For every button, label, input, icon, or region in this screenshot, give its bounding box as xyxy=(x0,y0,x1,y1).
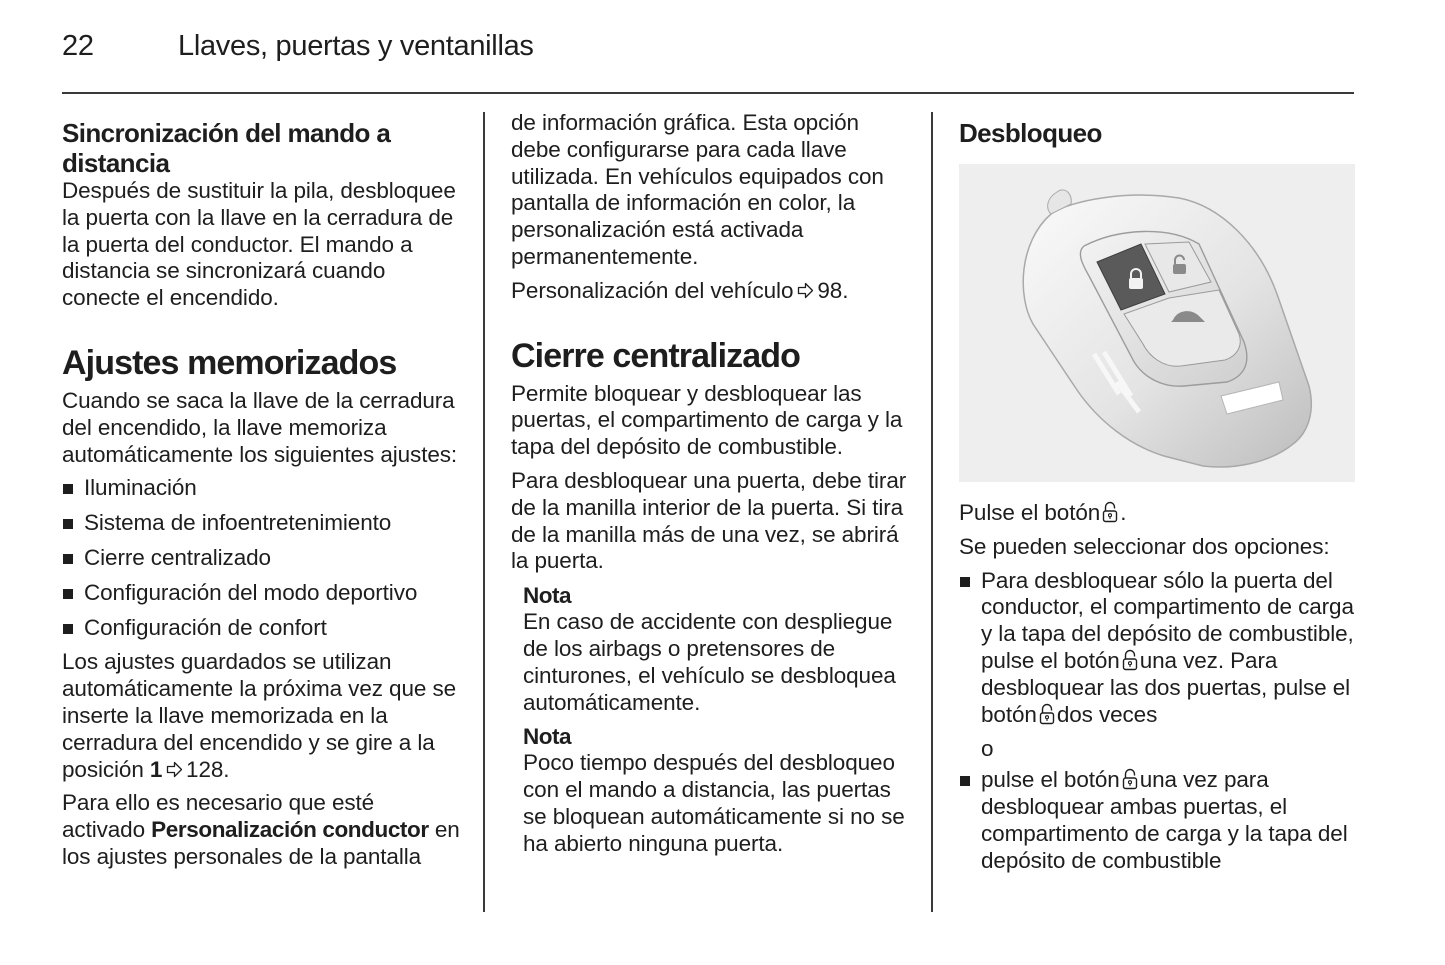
list-item xyxy=(959,568,1359,729)
memory-settings-list xyxy=(62,475,462,641)
list-item: Configuración del modo deportivo xyxy=(62,580,462,607)
personal-ref-page[interactable]: 98. xyxy=(817,277,849,303)
activate-post: en los ajustes personales de la pantalla xyxy=(62,817,460,869)
press-pre: Pulse el botón xyxy=(959,500,1101,525)
note-text: Poco tiempo después del desbloqueo con el mando a distancia, las puertas se bloquean automáticamente si no se ha abierto ninguna puerta. xyxy=(523,750,905,856)
press-button-text xyxy=(959,500,1359,527)
unlock-options-list-2 xyxy=(959,767,1359,874)
remote-key-illustration xyxy=(959,164,1355,482)
activate-pre: Para ello es necesario que esté activado xyxy=(62,790,375,843)
press-post: . xyxy=(1120,500,1127,525)
list-item: Iluminación xyxy=(62,475,462,502)
option1-part3: dos veces xyxy=(1056,701,1158,727)
personalization-ref xyxy=(511,278,911,305)
list-item xyxy=(959,767,1359,874)
note-text: En caso de accidente con despliegue de los airbags o pretensores de cinturones, el vehículo se desbloquea automáticamente. xyxy=(523,609,896,715)
unlock-icon xyxy=(1102,501,1118,523)
option1-part2: una vez. Para desbloquear las dos puertas, pulse el botón xyxy=(981,647,1351,727)
used-text: Los ajustes guardados se utilizan automáticamente la próxima vez que se inserte la llave memorizada en la cerradura del encendido y se gire a la posición xyxy=(62,649,457,782)
header-rule xyxy=(62,92,1354,94)
personal-ref-text: Personalización del vehículo xyxy=(511,277,794,303)
options-intro: Se pueden seleccionar dos opciones: xyxy=(959,533,1330,559)
option2-part1: pulse el botón xyxy=(981,767,1120,793)
list-item: Cierre centralizado xyxy=(62,545,462,572)
activation-text xyxy=(62,790,462,870)
note-heading: Nota xyxy=(523,583,571,609)
unlock-door-text: Para desbloquear una puerta, debe tirar de la manilla interior de la puerta. Si tira de la manilla más de una vez, se abrirá la puerta. xyxy=(511,467,907,574)
page-number: 22 xyxy=(62,30,94,62)
list-item: Configuración de confort xyxy=(62,615,462,642)
continued-text: de información gráfica. Esta opción debe configurarse para cada llave utilizada. En vehículos equipados con pantalla de información en color, la personalización está activada permanentemente. xyxy=(511,110,884,269)
ignition-position: 1 xyxy=(149,756,163,782)
position-page-ref[interactable]: 128. xyxy=(186,756,230,782)
unlock-icon xyxy=(1122,768,1138,790)
memory-heading: Ajustes memorizados xyxy=(62,343,397,382)
column-divider-1 xyxy=(483,112,485,912)
unlock-heading: Desbloqueo xyxy=(959,118,1102,148)
column-1 xyxy=(62,110,462,878)
column-2 xyxy=(511,110,911,865)
central-locking-heading: Cierre centralizado xyxy=(511,336,801,375)
column-3 xyxy=(959,110,1359,882)
driver-personalization-label: Personalización conductor xyxy=(151,817,429,843)
or-text: o xyxy=(981,736,994,762)
list-item: Sistema de infoentretenimiento xyxy=(62,510,462,537)
unlock-icon xyxy=(1122,649,1138,671)
page-ref-arrow-icon xyxy=(797,282,814,299)
used-settings-text xyxy=(62,649,462,783)
chapter-title: Llaves, puertas y ventanillas xyxy=(178,30,534,62)
unlock-options-list xyxy=(959,568,1359,729)
sync-heading: Sincronización del mando a distancia xyxy=(62,118,391,178)
memory-intro: Cuando se saca la llave de la cerradura del encendido, la llave memoriza automáticamente los siguientes ajustes: xyxy=(62,387,458,467)
sync-text: Después de sustituir la pila, desbloquee la puerta con la llave en la cerradura de la puerta del conductor. El mando a distancia se sincronizará cuando conecte el encendido. xyxy=(62,178,456,311)
central-locking-text: Permite bloquear y desbloquear las puertas, el compartimento de carga y la tapa del depósito de combustible. xyxy=(511,380,903,460)
column-divider-2 xyxy=(931,112,933,912)
page-ref-arrow-icon xyxy=(166,761,183,778)
unlock-icon xyxy=(1039,703,1055,725)
option2-part2: una vez para desbloquear ambas puertas, el compartimento de carga y la tapa del depósito de combustible xyxy=(981,767,1348,873)
remote-key-figure xyxy=(959,164,1355,482)
page-header xyxy=(62,30,534,63)
note-heading: Nota xyxy=(523,724,571,750)
option1-part1: Para desbloquear sólo la puerta del conductor, el compartimento de carga y la tapa del depósito de combustible, pulse el botón xyxy=(981,567,1354,673)
